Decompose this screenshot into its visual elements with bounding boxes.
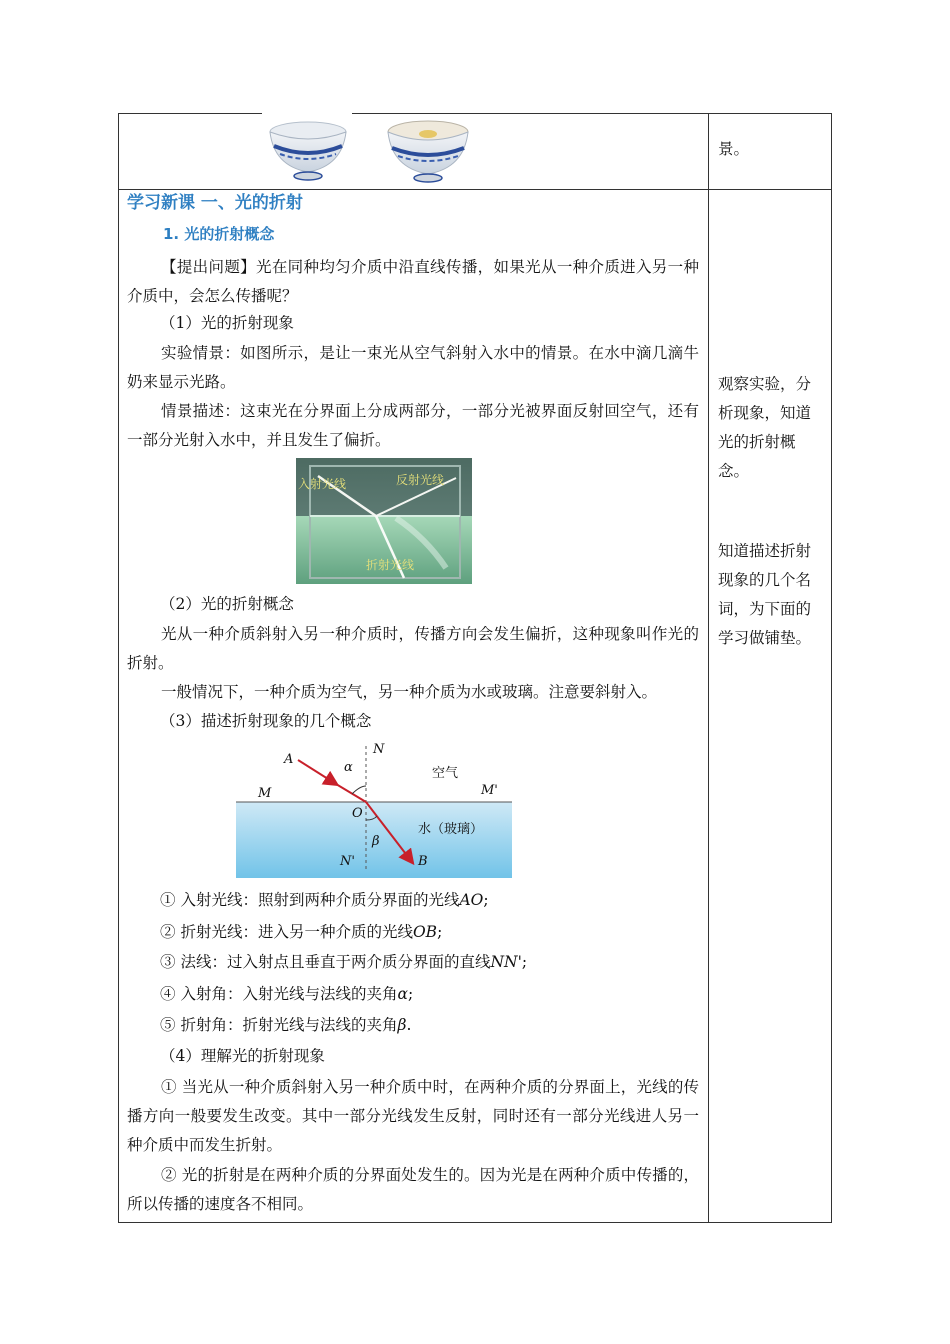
refracted-ray-label: 折射光线 (366, 558, 415, 572)
experiment-photo (296, 458, 472, 584)
general-paragraph: 一般情况下，一种介质为空气，另一种介质为水或玻璃。注意要斜射入。 (161, 683, 658, 701)
definition-end: ; (483, 891, 489, 909)
definition-number: ⑤ (160, 1016, 176, 1034)
diagram-label-beta: β (372, 834, 380, 849)
empty-bowl-icon (270, 122, 346, 180)
definition-number: ① (160, 891, 176, 909)
reflected-ray-label: 反射光线 (396, 473, 445, 487)
diagram-label-M: M (258, 786, 272, 801)
column-divider (708, 113, 709, 1223)
diagram-label-air: 空气 (432, 766, 459, 781)
table-top-border (118, 113, 832, 114)
side-note-1: 观察实验，分析现象，知道光的折射概念。 (718, 375, 812, 480)
definition-text: 入射光线：照射到两种介质分界面的光线 (180, 891, 460, 909)
definition-number: ④ (160, 985, 176, 1003)
definition-item (160, 980, 413, 1009)
experiment-paragraph: 实验情景：如图所示，是让一束光从空气斜射入水中的情景。在水中滴几滴牛奶来显示光路。 (127, 344, 699, 391)
top-row-right-text: 景。 (718, 140, 750, 158)
definition-text: 折射角：折射光线与法线的夹角 (180, 1016, 398, 1034)
understand-paragraph-2: ② 光的折射是在两种介质的分界面处发生的。因为光是在两种介质中传播的，所以传播的速度各不相同。 (127, 1166, 699, 1213)
item4-heading: （4）理解光的折射现象 (160, 1047, 325, 1065)
definition-text: 入射角：入射光线与法线的夹角 (180, 985, 398, 1003)
item3-heading: （3）描述折射现象的几个概念 (160, 712, 372, 730)
bowl-with-coin-icon (388, 121, 468, 182)
definition-text: 折射光线：进入另一种介质的光线 (180, 923, 413, 941)
definition-end: ; (407, 985, 414, 1003)
item1-heading: （1）光的折射现象 (160, 314, 294, 332)
definition-end: ; (437, 923, 443, 941)
diagram-label-alpha: α (344, 760, 353, 775)
question-paragraph: 【提出问题】光在同种均匀介质中沿直线传播，如果光从一种介质进入另一种介质中，会怎么传播呢？ (127, 258, 699, 305)
section-title: 学习新课 一、光的折射 (127, 193, 303, 213)
refraction-diagram (236, 740, 512, 878)
definition-item (160, 918, 442, 947)
definition-end: ; (521, 953, 528, 971)
diagram-label-N: N (373, 742, 385, 757)
diagram-label-A: A (284, 752, 294, 767)
item2-heading: （2）光的折射概念 (160, 595, 294, 613)
definition-item (160, 1011, 411, 1040)
table-left-border (118, 113, 119, 1223)
definition-number: ② (160, 923, 176, 941)
definition-end: . (406, 1016, 412, 1034)
description-paragraph: 情景描述：这束光在分界面上分成两部分，一部分光被界面反射回空气，还有一部分光射入水中，并且发生了偏折。 (127, 402, 699, 449)
definition-text: 法线：过入射点且垂直于两介质分界面的直线 (180, 953, 491, 971)
definition-symbol: β (397, 1016, 407, 1034)
concept-paragraph: 光从一种介质斜射入另一种介质时，传播方向会发生偏折，这种现象叫作光的折射。 (127, 625, 699, 672)
table-right-border (831, 113, 832, 1223)
bowls-image (262, 116, 482, 186)
definition-item (160, 948, 527, 977)
definition-item (160, 886, 489, 915)
definition-number: ③ (160, 953, 176, 971)
definition-symbol: AO (459, 891, 484, 909)
definition-symbol: OB (412, 923, 438, 941)
definition-symbol: NN' (490, 953, 522, 971)
understand-paragraph-1: ① 当光从一种介质斜射入另一种介质中时，在两种介质的分界面上，光线的传播方向一般要发生改变。其中一部分光线发生反射，同时还有一部分光线进人另一种介质中而发生折射。 (127, 1078, 699, 1154)
definition-symbol: α (397, 985, 408, 1003)
diagram-label-N-prime: N' (340, 854, 355, 869)
diagram-label-O: O (352, 806, 363, 821)
section-subtitle: 1. 光的折射概念 (163, 225, 275, 243)
table-bottom-border (118, 1222, 832, 1223)
diagram-label-B: B (418, 854, 428, 869)
diagram-label-M-prime: M' (481, 783, 498, 798)
side-note-2: 知道描述折射现象的几个名词，为下面的学习做铺垫。 (718, 542, 812, 647)
incident-ray-label: 入射光线 (298, 477, 347, 491)
diagram-label-water: 水（玻璃） (418, 822, 484, 837)
